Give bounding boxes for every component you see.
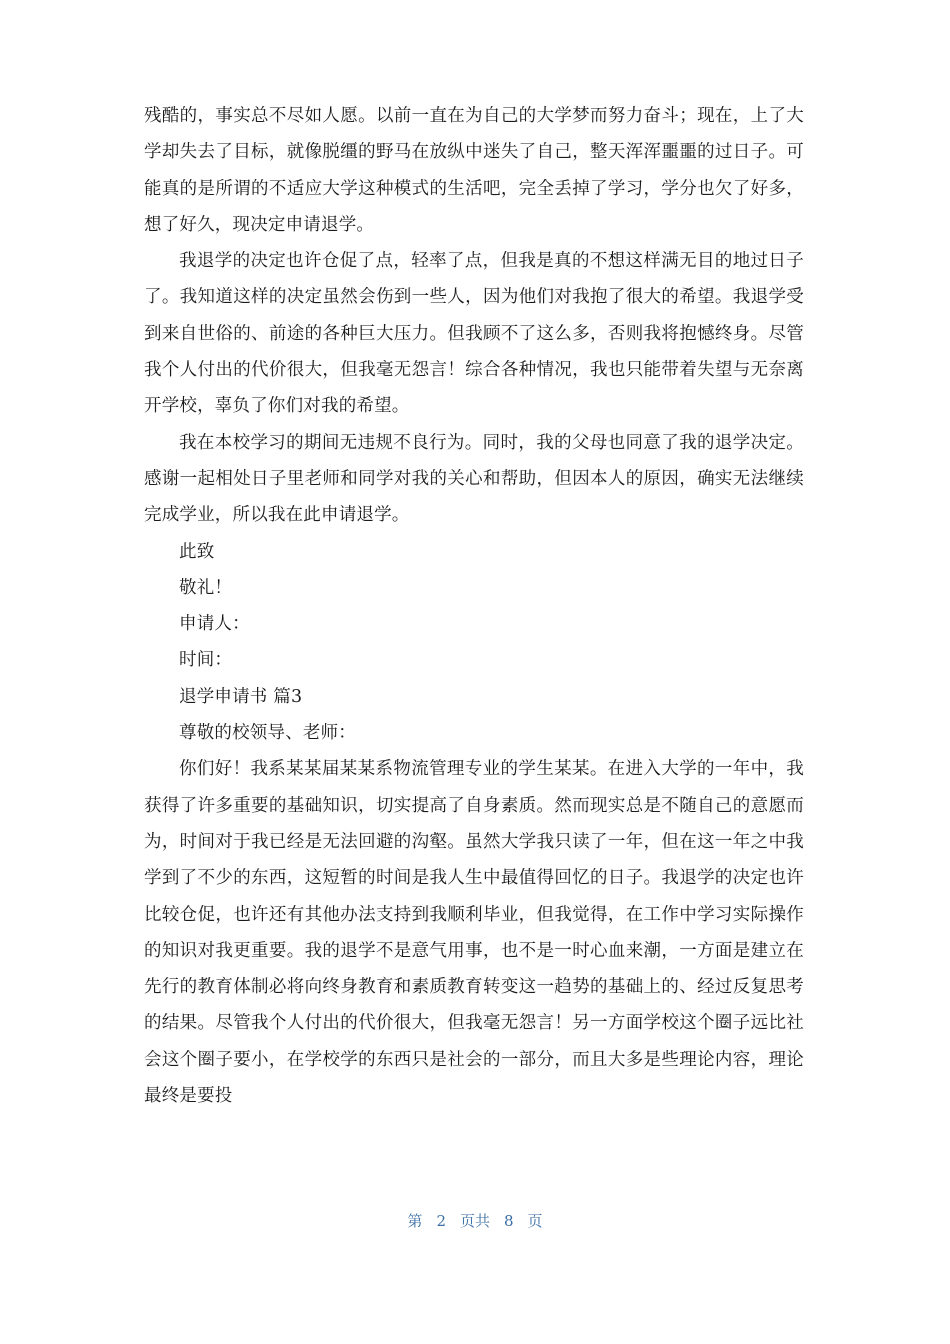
footer-middle: 页共	[459, 1212, 490, 1230]
date-line: 时间：	[179, 650, 233, 671]
closing-regards: 敬礼！	[179, 577, 233, 598]
section-heading: 退学申请书 篇3	[179, 686, 303, 707]
applicant-line: 申请人：	[179, 614, 250, 635]
paragraph-conduct: 我在本校学习的期间无违规不良行为。同时，我的父母也同意了我的退学决定。感谢一起相处日子里老师和同学对我的关心和帮助，但因本人的原因，确实无法继续完成学业，所以我在此申请退学。	[144, 432, 804, 526]
paragraph-continuation: 残酷的，事实总不尽如人愿。以前一直在为自己的大学梦而努力奋斗；现在，上了大学却失去了目标，就像脱缰的野马在放纵中迷失了自己，整天浑浑噩噩的过日子。可能真的是所谓的不适应大学这种模式的生活吧，完全丢掉了学习，学分也欠了好多，想了好久，现决定申请退学。	[144, 106, 804, 235]
footer-prefix: 第	[407, 1212, 423, 1230]
page-footer	[0, 1210, 950, 1231]
letter-greeting: 尊敬的校领导、老师：	[179, 723, 356, 744]
closing-salutation: 此致	[179, 541, 215, 562]
document-body	[144, 98, 804, 1114]
footer-page-number: 2	[436, 1212, 446, 1230]
paragraph-introduction: 你们好！我系某某届某某系物流管理专业的学生某某。在进入大学的一年中，我获得了许多重要的基础知识，切实提高了自身素质。然而现实总是不随自己的意愿而为，时间对于我已经是无法回避的沟壑。虽然大学我只读了一年，但在这一年之中我学到了不少的东西，这短暂的时间是我人生中最值得回忆的日子。我退学的决定也许比较仓促，也许还有其他办法支持到我顺利毕业，但我觉得，在工作中学习实际操作的知识对我更重要。我的退学不是意气用事，也不是一时心血来潮，一方面是建立在先行的教育体制必将向终身教育和素质教育转变这一趋势的基础上的、经过反复思考的结果。尽管我个人付出的代价很大，但我毫无怨言！另一方面学校这个圈子远比社会这个圈子要小，在学校学的东西只是社会的一部分，而且大多是些理论内容，理论最终是要投	[144, 759, 804, 1107]
footer-total-pages: 8	[504, 1212, 514, 1230]
paragraph-decision: 我退学的决定也许仓促了点，轻率了点，但我是真的不想这样满无目的地过日子了。我知道这样的决定虽然会伤到一些人，因为他们对我抱了很大的希望。我退学受到来自世俗的、前途的各种巨大压力。但我顾不了这么多，否则我将抱憾终身。尽管我个人付出的代价很大，但我毫无怨言！综合各种情况，我也只能带着失望与无奈离开学校，辜负了你们对我的希望。	[144, 251, 804, 417]
footer-suffix: 页	[527, 1212, 543, 1230]
